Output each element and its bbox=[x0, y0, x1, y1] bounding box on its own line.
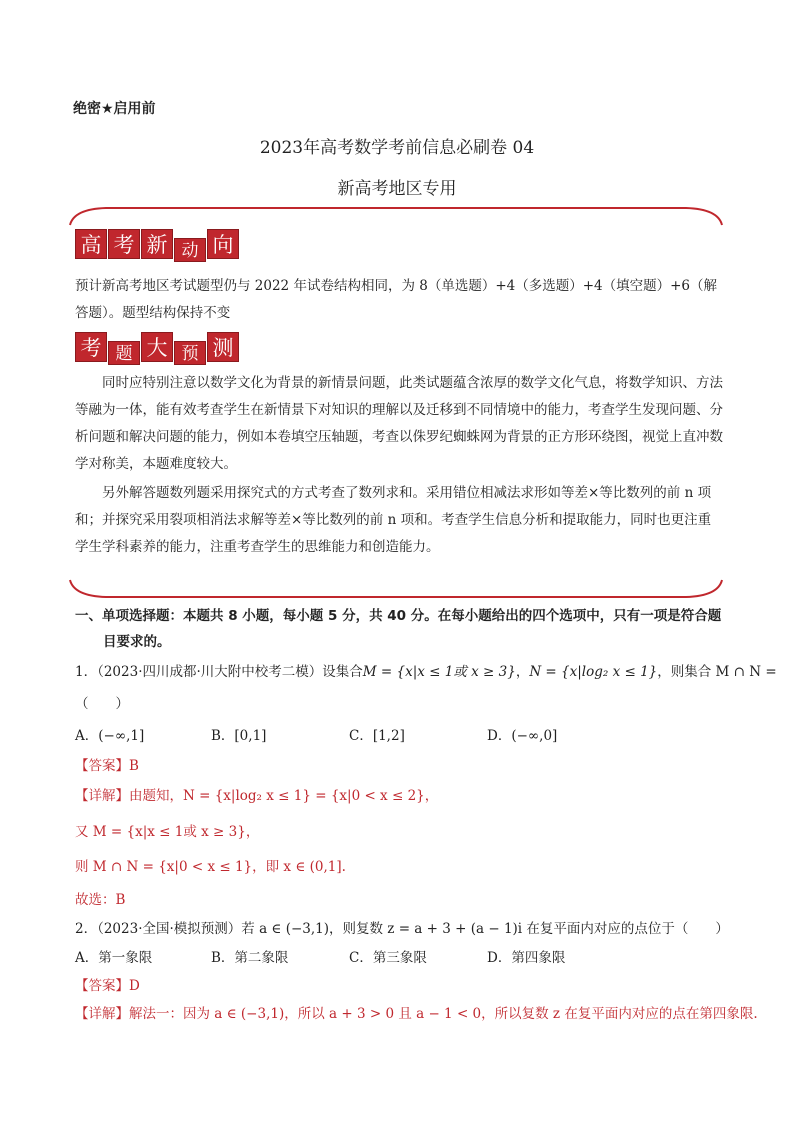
q1-detail-1 bbox=[75, 784, 438, 804]
q2-answer-tag: 【答案】 bbox=[75, 978, 129, 994]
q1-detail-4: 故选：B bbox=[75, 892, 126, 908]
q1-stem bbox=[75, 660, 777, 680]
q1-detail-tag: 【详解】 bbox=[75, 788, 129, 804]
q1-prefix: 1．（2023·四川成都·川大附中校考二模）设集合 bbox=[75, 664, 363, 680]
q1-option-c: C．[1,2] bbox=[349, 728, 405, 744]
q2-answer bbox=[75, 974, 140, 994]
badge-char: 向 bbox=[207, 229, 239, 259]
badge-char: 预 bbox=[174, 341, 206, 365]
q1-detail-2: 又 M = {x|x ≤ 1或 x ≥ 3}， bbox=[75, 824, 260, 840]
q2-option-c: C．第三象限 bbox=[349, 950, 427, 966]
badge-char: 高 bbox=[75, 229, 107, 259]
badge-char: 考 bbox=[108, 229, 140, 259]
q1-option-a: A．(−∞,1] bbox=[75, 728, 145, 744]
prediction-paragraph-1: 同时应特别注意以数学文化为背景的新情景问题，此类试题蕴含浓厚的数学文化气息，将数学知识、方法等融为一体，能有效考查学生在新情景下对知识的理解以及迁移到不同情境中的能力，考查学生发现问题、分析问题和解决问题的能力，例如本卷填空压轴题，考查以侏罗纪蜘蛛网为背景的正方形环绕图，视觉上直冲数学对称美，本题难度较大。 bbox=[75, 375, 723, 472]
section-heading-text: 一、单项选择题：本题共 8 小题，每小题 5 分，共 40 分。在每小题给出的四个选项中，只有一项是符合题 bbox=[75, 608, 722, 624]
q2-option-a: A．第一象限 bbox=[75, 950, 153, 966]
section-heading bbox=[75, 603, 723, 655]
badge-exam-prediction bbox=[75, 332, 239, 365]
q2-option-b: B．第二象限 bbox=[211, 950, 289, 966]
q1-detail-text: 由题知，N = {x|log₂ x ≤ 1} = {x|0 < x ≤ 2}， bbox=[129, 788, 439, 804]
q1-paren: （ ） bbox=[75, 696, 129, 712]
prediction-paragraph-2: 另外解答题数列题采用探究式的方式考查了数列求和。采用错位相减法求形如等差×等比数列的前 n 项和；并探究采用裂项相消法求解等差×等比数列的前 n 项和。考查学生信息分析和提取能力，同时也更注重学生学科素养的能力，注重考查学生的思维能力和创造能力。 bbox=[75, 485, 712, 555]
badge-char: 测 bbox=[207, 332, 239, 362]
q1-option-b: B．[0,1] bbox=[211, 728, 267, 744]
q1-tail: ，则集合 M ∩ N = bbox=[657, 664, 777, 680]
q1-set-m: M = {x|x ≤ 1或 x ≥ 3} bbox=[362, 664, 516, 680]
badge-char: 大 bbox=[141, 332, 173, 362]
q1-answer-value: B bbox=[129, 758, 139, 774]
q2-answer-value: D bbox=[129, 978, 140, 994]
badge-char: 新 bbox=[141, 229, 173, 259]
q2-option-d: D．第四象限 bbox=[487, 950, 566, 966]
q2-stem: 2．（2023·全国·模拟预测）若 a ∈ (−3,1)，则复数 z = a + 3 + (a − 1)i 在复平面内对应的点位于（ ） bbox=[75, 921, 729, 937]
badge-exam-trends bbox=[75, 229, 239, 262]
q1-mid: ， bbox=[515, 664, 530, 680]
q1-detail-3: 则 M ∩ N = {x|0 < x ≤ 1}，即 x ∈ (0,1]. bbox=[75, 859, 346, 875]
badge-char: 考 bbox=[75, 332, 107, 362]
q1-answer bbox=[75, 754, 139, 774]
q2-detail-tag: 【详解】 bbox=[75, 1006, 129, 1022]
badge-char: 动 bbox=[174, 238, 206, 262]
q1-option-d: D．(−∞,0] bbox=[487, 728, 558, 744]
page-title: 2023年高考数学考前信息必刷卷 04 bbox=[259, 138, 535, 158]
page-subtitle: 新高考地区专用 bbox=[337, 179, 457, 199]
confidential-mark: 绝密★启用前 bbox=[73, 101, 156, 117]
badge-char: 题 bbox=[108, 341, 140, 365]
q1-set-n: N = {x|log₂ x ≤ 1} bbox=[529, 664, 658, 680]
q2-detail-text: 解法一：因为 a ∈ (−3,1)，所以 a + 3 > 0 且 a − 1 < 0，所以复数 z 在复平面内对应的点在第四象限. bbox=[129, 1006, 758, 1022]
intro-paragraph: 预计新高考地区考试题型仍与 2022 年试卷结构相同，为 8（单选题）+4（多选题）+4（填空题）+6（解答题）。题型结构保持不变 bbox=[75, 278, 718, 321]
section-heading-rest: 目要求的。 bbox=[103, 634, 171, 650]
q1-answer-tag: 【答案】 bbox=[75, 758, 129, 774]
q2-detail-1 bbox=[75, 1002, 758, 1022]
